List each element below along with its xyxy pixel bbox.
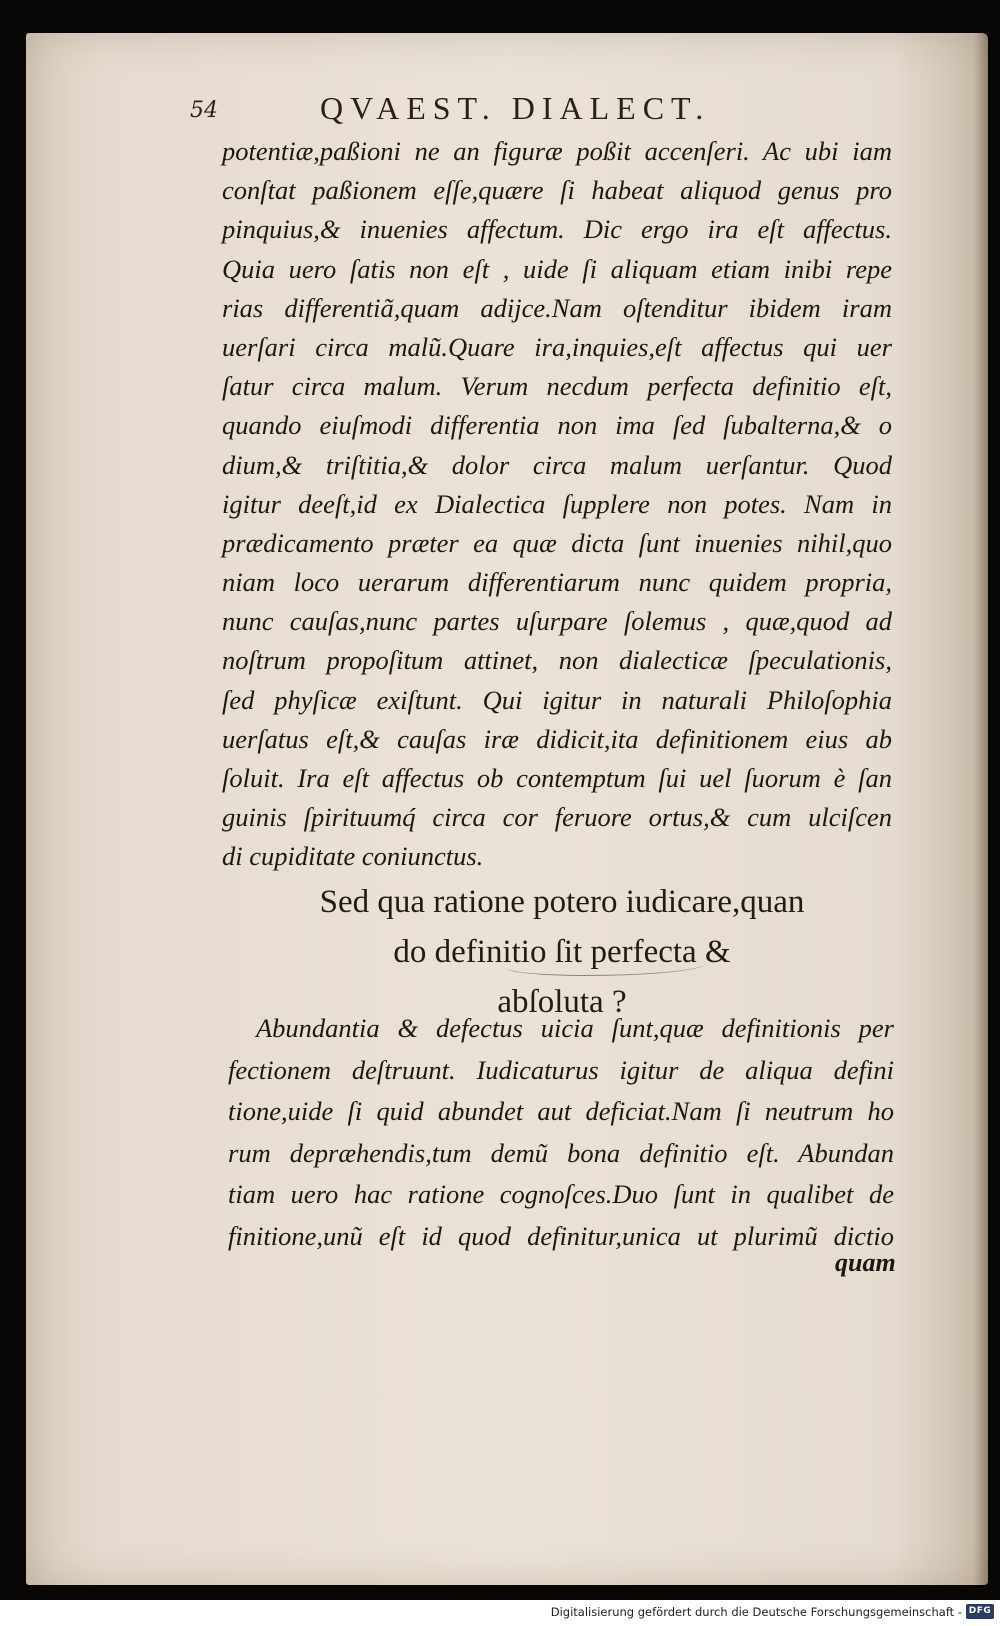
text-line: ſatur circa malum. Verum necdum perfecta definitio eſt, (222, 371, 892, 402)
text-line: ſed phyſicæ exiſtunt. Qui igitur in naturali Philoſophia (222, 684, 892, 715)
answer-paragraph (228, 1008, 894, 1257)
question-line: do definitio ſit perfecta & (393, 934, 731, 970)
text-line: uerſatus eſt,& cauſas iræ didicit,ita definitionem eius ab (222, 723, 892, 754)
text-line: Abundantia & defectus uicia ſunt,quæ definitionis per (256, 1013, 894, 1043)
text-line: uerſari circa malũ.Quare ira,inquies,eſt affectus qui uer (222, 331, 892, 362)
page-edge-shadow (974, 33, 988, 1585)
text-line: prædicamento præter ea quæ dicta ſunt inuenies nihil,quo (222, 527, 892, 558)
text-line: igitur deeſt,id ex Dialectica ſupplere non potes. Nam in (222, 488, 892, 519)
text-line: potentiæ,paßioni ne an figuræ poßit accenſeri. Ac ubi iam (222, 136, 892, 166)
text-line: guinis ſpirituumq́ circa cor feruore ortus,& cum ulciſcen (222, 802, 892, 833)
text-line: finitione,unũ eſt id quod definitur,unica ut plurimũ dictio (228, 1220, 894, 1251)
text-line: ſoluit. Ira eſt affectus ob contemptum ſui uel ſuorum è ſan (222, 763, 892, 793)
running-title: QVAEST. DIALECT. (320, 90, 711, 126)
text-line: Quia uero ſatis non eſt , uide ſi aliquam etiam inibi repe (222, 253, 892, 284)
text-line: tione,uide ſi quid abundet aut deficiat.Nam ſi neutrum ho (228, 1096, 894, 1126)
dfg-logo: DFG (966, 1604, 994, 1619)
text-line: rias differentiã,quam adijce.Nam oſtenditur ibidem iram (222, 292, 892, 323)
text-line: quando eiuſmodi differentia non ima ſed ſubalterna,& o (222, 410, 892, 441)
text-line: di cupiditate coniunctus. (222, 841, 484, 872)
body-paragraph (222, 132, 892, 877)
funding-credit: Digitalisierung gefördert durch die Deutsche Forschungsgemeinschaft - (550, 1605, 962, 1619)
question-line: Sed qua ratione potero iudicare,quan (319, 884, 805, 920)
text-line: noſtrum propoſitum attinet, non dialecticæ ſpeculationis, (222, 645, 892, 676)
text-line: pinquius,& inuenies affectum. Dic ergo ira eſt affectus. (222, 214, 892, 245)
text-line: niam loco uerarum differentiarum nunc quidem propria, (222, 567, 892, 598)
text-line: conſtat paßionem eſſe,quære ſi habeat aliquod genus pro (222, 175, 892, 206)
text-line: rum depræhendis,tum demũ bona definitio eſt. Abundan (228, 1137, 894, 1168)
page-header (190, 90, 750, 134)
text-line: tiam uero hac ratione cognoſces.Duo ſunt in qualibet de (228, 1179, 894, 1209)
question-heading (252, 877, 872, 1027)
text-line: dium,& triſtitia,& dolor circa malum uerſantur. Quod (222, 449, 892, 480)
footer-bar (0, 1600, 1000, 1626)
folio-number: 54 (190, 98, 218, 123)
catchword: quam (835, 1248, 896, 1277)
text-line: nunc cauſas,nunc partes uſurpare ſolemus , quæ,quod ad (222, 606, 892, 637)
question-line: abſoluta ? (497, 984, 627, 1020)
text-line: fectionem deſtruunt. Iudicaturus igitur de aliqua defini (228, 1054, 894, 1085)
